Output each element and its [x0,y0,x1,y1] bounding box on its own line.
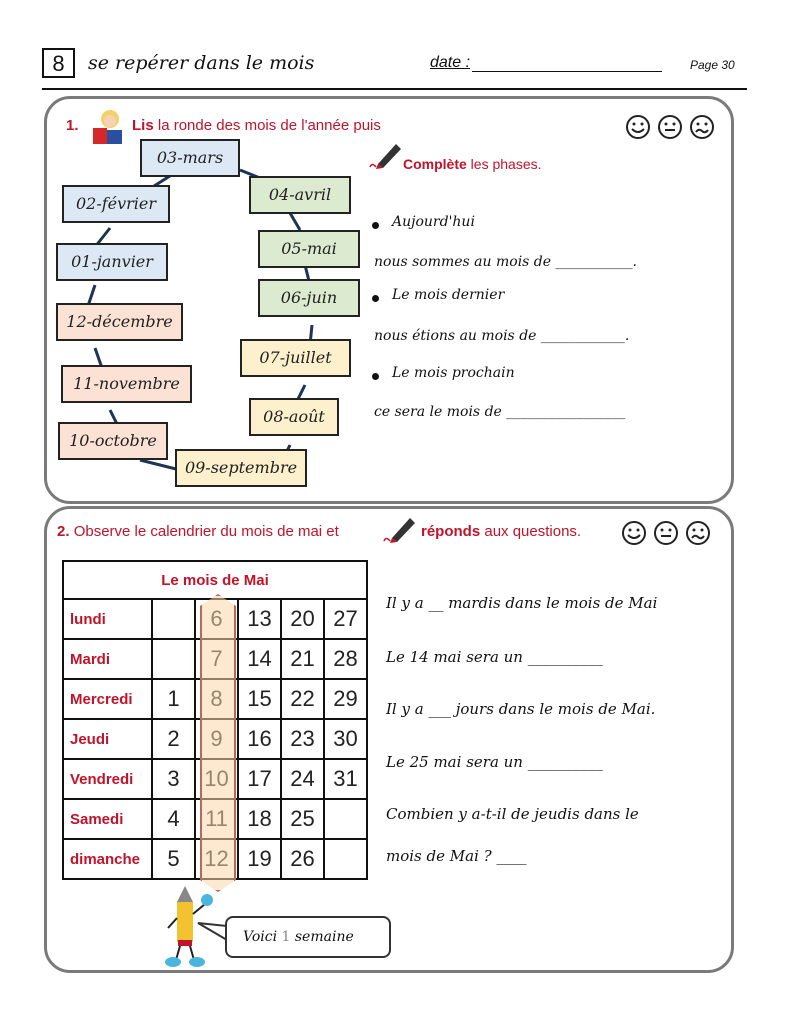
calendar-date-cell [324,799,367,839]
calendar-date-cell: 17 [238,759,281,799]
speech-bubble [225,916,391,958]
exercise-1-title [66,117,79,134]
date-label: date : [430,54,471,71]
question-1[interactable]: Il y a __ mardis dans le mois de Mai [386,594,658,612]
calendar-date-cell: 24 [281,759,324,799]
bullet-1 [372,222,379,229]
pencil-icon [382,514,416,544]
weekday-label: lundi [63,599,152,639]
sheet-number: 8 [42,48,75,78]
sentence-1-line[interactable]: nous sommes au mois de ___________. [374,254,637,270]
month-box-july: 07-juillet [240,339,351,377]
calendar-date-cell: 16 [238,719,281,759]
answer-text: aux questions. [480,523,582,540]
calendar-date-cell: 30 [324,719,367,759]
exercise-2-number: 2. [57,523,70,540]
calendar-date-cell: 20 [281,599,324,639]
calendar-date-cell: 2 [152,719,195,759]
complete-text: les phases. [466,156,542,172]
calendar-date-cell: 1 [152,679,195,719]
month-box-march: 03-mars [140,139,240,177]
happy-face-icon[interactable] [625,114,651,140]
month-box-february: 02-février [62,185,170,223]
self-assessment-2 [621,520,711,546]
calendar-date-cell: 19 [238,839,281,879]
weekday-label: Mercredi [63,679,152,719]
week-highlight [200,594,236,892]
question-5-line-1: Combien y a-t-il de jeudis dans le [386,805,639,823]
month-box-september: 09-septembre [175,449,307,487]
pencil-icon [368,140,402,170]
answer-verb: réponds [421,523,481,540]
instruction-text: la ronde des mois de l'année puis [153,117,381,134]
calendar-date-cell: 26 [281,839,324,879]
neutral-face-icon[interactable] [657,114,683,140]
sentence-1-heading: Aujourd'hui [392,214,475,230]
happy-face-icon[interactable] [621,520,647,546]
calendar-date-cell: 27 [324,599,367,639]
calendar-date-cell: 28 [324,639,367,679]
reading-child-icon [90,108,126,148]
page-number: Page 30 [690,58,735,72]
sentence-3-heading: Le mois prochain [392,365,515,381]
calendar-date-cell: 22 [281,679,324,719]
exercise-1-number: 1. [66,117,79,134]
weekday-label: dimanche [63,839,152,879]
weekday-label: Vendredi [63,759,152,799]
calendar-date-cell: 5 [152,839,195,879]
weekday-label: Samedi [63,799,152,839]
calendar-date-cell: 14 [238,639,281,679]
bubble-text-after: semaine [290,929,354,945]
calendar-date-cell: 23 [281,719,324,759]
answer-instruction [421,523,581,540]
calendar-date-cell: 15 [238,679,281,719]
calendar-caption: Le mois de Mai [63,561,367,599]
complete-instruction [403,156,542,172]
sentence-3-line[interactable]: ce sera le mois de _________________ [374,404,626,420]
sheet-title: se repérer dans le mois [88,52,315,74]
complete-verb: Complète [403,156,467,172]
bullet-2 [372,295,379,302]
calendar-date-cell: 31 [324,759,367,799]
month-box-october: 10-octobre [58,422,168,460]
question-4[interactable]: Le 25 mai sera un __________ [386,753,603,771]
calendar-date-cell: 3 [152,759,195,799]
sad-face-icon[interactable] [689,114,715,140]
instruction-verb: Lis [132,117,154,134]
question-2[interactable]: Le 14 mai sera un __________ [386,648,603,666]
neutral-face-icon[interactable] [653,520,679,546]
weekday-label: Mardi [63,639,152,679]
month-box-january: 01-janvier [56,243,168,281]
weekday-label: Jeudi [63,719,152,759]
question-3[interactable]: Il y a ___ jours dans le mois de Mai. [386,700,656,718]
month-box-august: 08-août [249,398,339,436]
calendar-date-cell: 21 [281,639,324,679]
month-box-december: 12-décembre [56,303,183,341]
month-box-june: 06-juin [258,279,360,317]
calendar-date-cell: 4 [152,799,195,839]
exercise-1-instruction [132,117,381,134]
calendar-date-cell: 25 [281,799,324,839]
calendar-date-cell: 29 [324,679,367,719]
month-box-november: 11-novembre [61,365,192,403]
month-box-april: 04-avril [249,176,351,214]
sentence-2-line[interactable]: nous étions au mois de ____________. [374,328,630,344]
sad-face-icon[interactable] [685,520,711,546]
bubble-number: 1 [281,929,291,945]
month-box-may: 05-mai [258,230,360,268]
calendar-date-cell: 18 [238,799,281,839]
calendar-date-cell [324,839,367,879]
calendar-date-cell [152,599,195,639]
sentence-2-heading: Le mois dernier [392,287,505,303]
exercise-2-title [57,523,339,540]
bullet-3 [372,373,379,380]
calendar-date-cell: 13 [238,599,281,639]
exercise-2-instruction: Observe le calendrier du mois de mai et [73,523,339,540]
calendar-date-cell [152,639,195,679]
self-assessment-1 [625,114,715,140]
bubble-text-before: Voici [243,929,282,945]
question-5-line-2[interactable]: mois de Mai ? ____ [386,847,527,865]
